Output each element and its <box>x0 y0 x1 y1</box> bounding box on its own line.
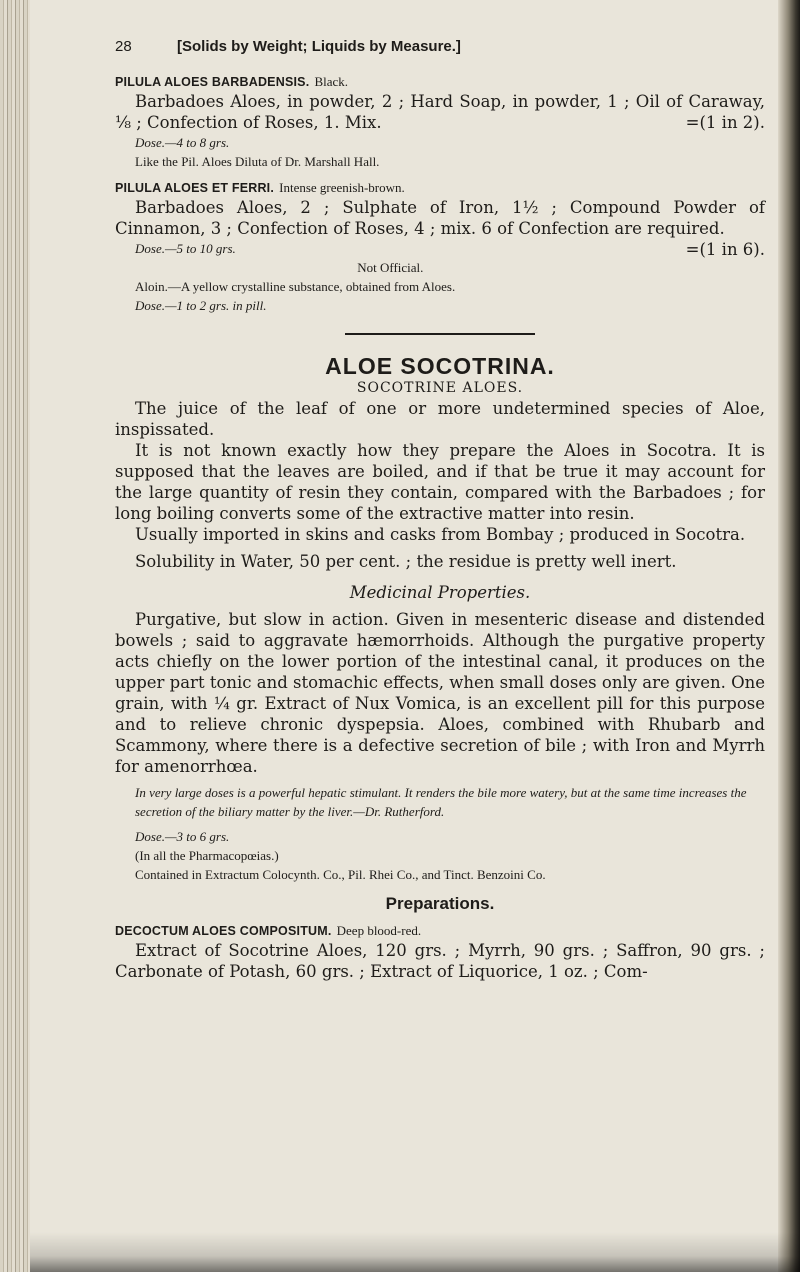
decoctum-title: DECOCTUM ALOES COMPOSITUM. Deep blood-red. <box>115 923 422 938</box>
paragraph-medicinal: Purgative, but slow in action. Given in mesenteric disease and distended bowels ; said to aggravate hæmorrhoids. Although the purgative property acts chiefly on the lower portion of the intestinal canal, it produces on the upper part tonic and stomachic effects, when small doses only are given. One grain, with ¼ gr. Extract of Nux Vomica, is an excellent pill for this purpose and to relieve chronic dyspepsia. Aloes, combined with Rhubarb and Scammony, where there is a defective secretion of bile ; with Iron and Myrrh for amenorrhœa. <box>115 610 765 776</box>
page-edge-shadow <box>778 0 800 1272</box>
book-binding-edge <box>0 0 30 1272</box>
section-divider <box>345 333 535 335</box>
section-title: ALOE SOCOTRINA. <box>325 353 555 379</box>
running-head: [Solids by Weight; Liquids by Measure.] <box>177 38 461 55</box>
pilula-barbadensis-title: PILULA ALOES BARBADENSIS. Black. <box>115 74 349 89</box>
pilula-ferri-dose: Dose.—5 to 10 grs. <box>135 241 236 256</box>
pilula-barbadensis-note: Like the Pil. Aloes Diluta of Dr. Marshall Hall. <box>135 154 380 169</box>
aloin-dose: Dose.—1 to 2 grs. in pill. <box>135 298 267 313</box>
not-official-note: Not Official. <box>357 260 424 275</box>
paragraph-description: The juice of the leaf of one or more undetermined species of Aloe, inspissated. <box>115 399 765 439</box>
decoctum-text: Extract of Socotrine Aloes, 120 grs. ; Myrrh, 90 grs. ; Saffron, 90 grs. ; Carbonate of Potash, 60 grs. ; Extract of Liquorice, 1 oz. ; Com- <box>115 941 765 981</box>
paragraph-preparation: It is not known exactly how they prepare the Aloes in Socotra. It is supposed that the leaves are boiled, and if that be true it may account for the large quantity of resin they contain, compared with the Barbadoes ; for long boiling converts some of the extractive matter into resin. <box>115 441 765 523</box>
pilula-barbadensis-text: Barbadoes Aloes, in powder, 2 ; Hard Soap, in powder, 1 ; Oil of Caraway, ⅛ ; Confection of Roses, 1. Mix. =(1 in 2). <box>115 92 765 132</box>
pilula-ferri-text: Barbadoes Aloes, 2 ; Sulphate of Iron, 1½ ; Compound Powder of Cinnamon, 3 ; Confection of Roses, 4 ; mix. 6 of Confection are required. =(1 in 6). <box>115 198 765 259</box>
aloin-entry: Aloin.—A yellow crystalline substance, obtained from Aloes. <box>135 279 456 294</box>
rutherford-quote: In very large doses is a powerful hepatic stimulant. It renders the bile more watery, but at the same time increases the secretion of the biliary matter by the liver.—Dr. Rutherford. <box>135 785 747 819</box>
pilula-barbadensis-dose: Dose.—4 to 8 grs. <box>135 135 230 150</box>
pharmacopoeia-note: (In all the Pharmacopœias.) <box>135 848 279 863</box>
book-page <box>115 38 765 982</box>
page-header <box>115 38 765 55</box>
page-number: 28 <box>115 38 132 55</box>
pilula-ferri-title: PILULA ALOES ET FERRI. Intense greenish-brown. <box>115 180 405 195</box>
preparations-heading: Preparations. <box>385 894 495 913</box>
socotrina-dose: Dose.—3 to 6 grs. <box>135 829 230 844</box>
paragraph-origin: Usually imported in skins and casks from Bombay ; produced in Socotra. <box>135 525 746 544</box>
contained-in-note: Contained in Extractum Colocynth. Co., Pil. Rhei Co., and Tinct. Benzoini Co. <box>135 867 546 882</box>
paragraph-solubility: Solubility in Water, 50 per cent. ; the residue is pretty well inert. <box>135 552 677 571</box>
section-subtitle: SOCOTRINE ALOES. <box>356 380 524 396</box>
bottom-shadow <box>30 1232 800 1272</box>
medicinal-properties-heading: Medicinal Properties. <box>349 583 531 602</box>
